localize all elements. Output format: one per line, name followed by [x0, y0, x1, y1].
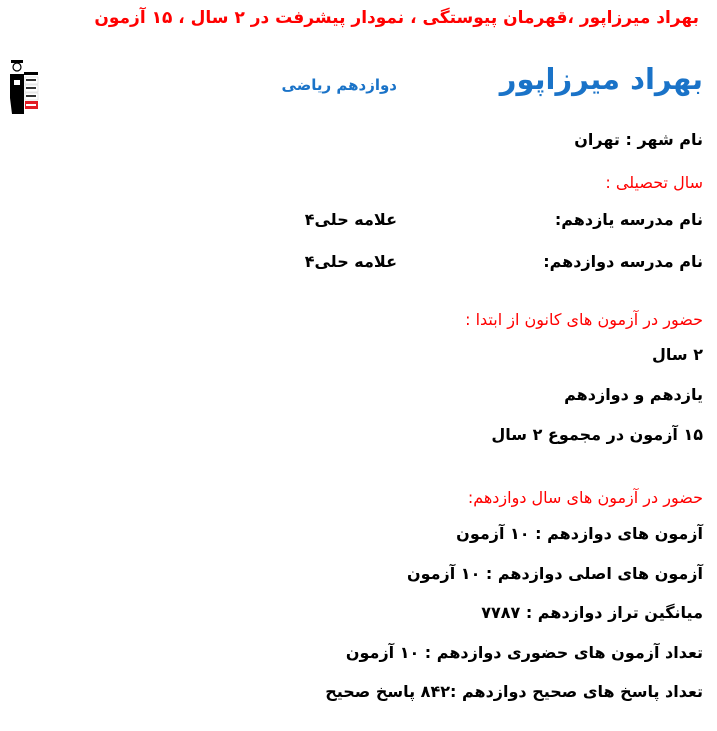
school-11-value: علامه حلی۴: [304, 210, 397, 229]
student-name: بهراد میرزاپور: [499, 62, 703, 96]
student-grade: دوازدهم ریاضی: [281, 76, 397, 94]
academic-year-label: سال تحصیلی :: [605, 173, 703, 192]
grade12-stat: تعداد پاسخ های صحیح دوازدهم :۸۴۲ پاسخ صحیح: [325, 682, 703, 701]
attendance-item: ۲ سال: [652, 345, 703, 364]
attendance-item: ۱۵ آزمون در مجموع ۲ سال: [491, 425, 703, 444]
attendance-since-start-label: حضور در آزمون های کانون از ابتدا :: [465, 310, 703, 329]
school-12-value: علامه حلی۴: [304, 252, 397, 271]
grade12-stat: تعداد آزمون های حضوری دوازدهم : ۱۰ آزمون: [345, 643, 703, 662]
school-11-label: نام مدرسه یازدهم:: [554, 210, 703, 229]
grade12-stat: آزمون های دوازدهم : ۱۰ آزمون: [456, 524, 703, 543]
attendance-grade12-label: حضور در آزمون های سال دوازدهم:: [467, 488, 703, 507]
school-12-label: نام مدرسه دوازدهم:: [543, 252, 703, 271]
grade12-stat: آزمون های اصلی دوازدهم : ۱۰ آزمون: [406, 564, 703, 583]
grade12-stat: میانگین تراز دوازدهم : ۷۷۸۷: [481, 603, 703, 622]
page-headline: بهراد میرزاپور ،قهرمان پیوستگی ، نمودار پیشرفت در ۲ سال ، ۱۵ آزمون: [94, 8, 699, 28]
city-line: نام شهر : تهران: [574, 130, 703, 149]
kanoon-logo-icon: [8, 58, 40, 116]
attendance-item: یازدهم و دوازدهم: [564, 385, 703, 404]
